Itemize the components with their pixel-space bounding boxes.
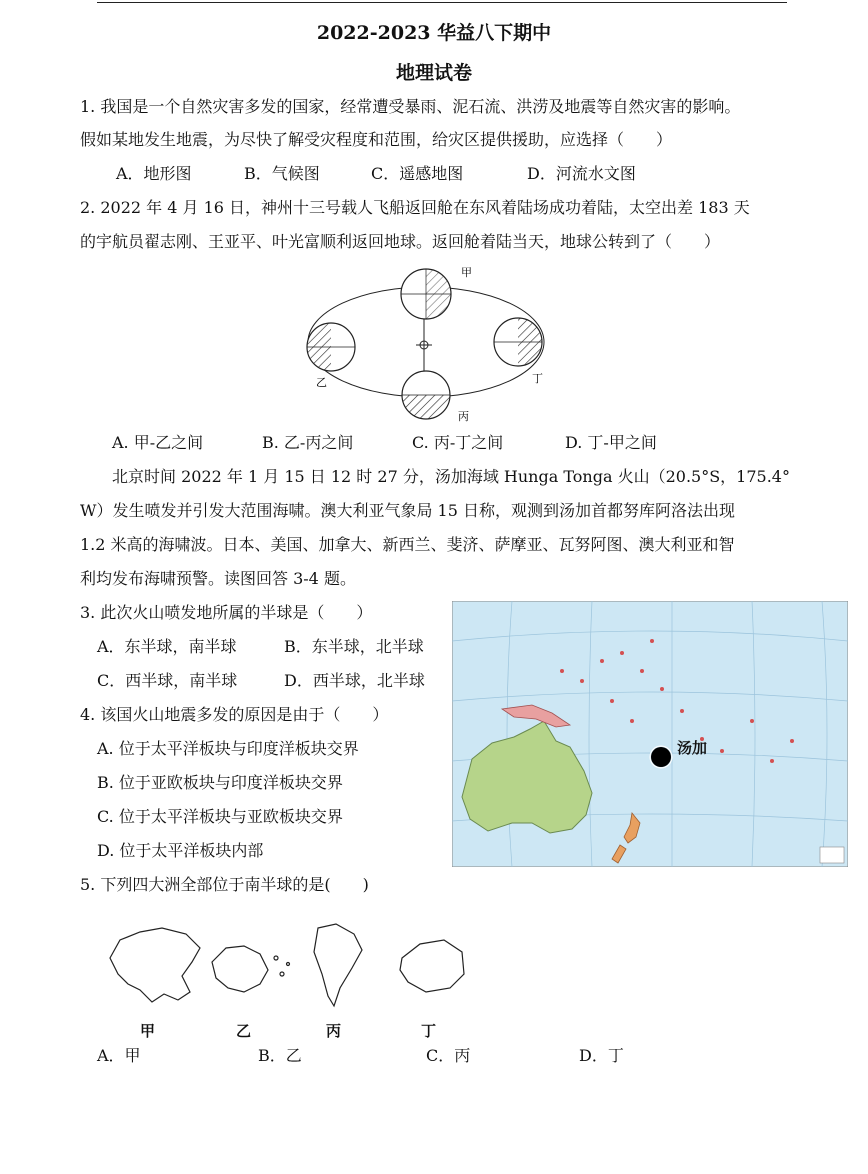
q5-option-b[interactable]: B．乙 [258,1046,302,1065]
earth-ding [494,318,542,366]
q5-option-c[interactable]: C．丙 [426,1046,471,1065]
orbit-label-ding: 丁 [532,372,543,385]
continent-ding-outline [400,940,464,992]
q4-option-b[interactable]: B. 位于亚欧板块与印度洋板块交界 [97,773,343,792]
pacific-map [452,601,848,867]
q1-stem-line1: 1. 我国是一个自然灾害多发的国家，经常遭受暴雨、泥石流、洪涝及地震等自然灾害的影响。 [80,97,741,116]
q3-option-b[interactable]: B．东半球，北半球 [284,637,424,656]
continent-label-ding: 丁 [421,1022,437,1040]
header-rule [97,2,787,3]
q5-option-a[interactable]: A．甲 [97,1046,141,1065]
q5-stem: 5. 下列四大洲全部位于南半球的是( ) [80,875,369,894]
passage-line2: W）发生喷发并引发大范围海啸。澳大利亚气象局 15 日称，观测到汤加首都努库阿洛法出现 [80,501,735,520]
q1-option-c[interactable]: C．遥感地图 [371,164,464,183]
orbit-label-bing: 丙 [458,410,469,422]
continent-label-bing: 丙 [326,1022,342,1040]
tonga-label: 汤加 [677,739,708,757]
exam-title: 2022-2023 华益八下期中 [316,22,552,44]
q1-stem-line2: 假如某地发生地震，为尽快了解受灾程度和范围，给灾区提供援助，应选择（ ） [80,130,673,149]
q4-option-d[interactable]: D. 位于太平洋板块内部 [97,841,264,860]
q1-option-a[interactable]: A．地形图 [116,164,192,183]
q2-option-a[interactable]: A. 甲-乙之间 [112,433,204,452]
q2-option-d[interactable]: D. 丁-甲之间 [565,433,657,452]
passage-line1: 北京时间 2022 年 1 月 15 日 12 时 27 分，汤加海域 Hunga Tonga 火山（20.5°S，175.4° [112,467,790,486]
q3-option-a[interactable]: A．东半球，南半球 [97,637,237,656]
q2-option-c[interactable]: C. 丙-丁之间 [412,433,504,452]
continent-label-yi: 乙 [236,1022,252,1040]
passage-line4: 利均发布海啸预警。读图回答 3-4 题。 [80,569,356,588]
passage-line3: 1.2 米高的海啸波。日本、美国、加拿大、新西兰、斐济、萨摩亚、瓦努阿图、澳大利亚和智 [80,535,735,554]
continent-yi-outline [212,946,268,992]
q2-stem-line2: 的宇航员翟志刚、王亚平、叶光富顺利返回地球。返回舱着陆当天，地球公转到了（ ） [80,232,721,251]
sun-icon [416,337,432,353]
orbit-label-jia: 甲 [461,266,472,279]
q3-option-c[interactable]: C．西半球，南半球 [97,671,238,690]
continent-outlines [100,918,470,1018]
q1-option-b[interactable]: B．气候图 [244,164,320,183]
earth-yi [307,323,355,371]
earth-orbit-diagram [296,262,566,422]
q3-option-d[interactable]: D．西半球，北半球 [284,671,425,690]
map-legend [820,847,844,863]
q1-option-d[interactable]: D．河流水文图 [527,164,636,183]
q3-stem: 3. 此次火山喷发地所属的半球是（ ） [80,603,373,622]
q5-option-d[interactable]: D．丁 [579,1046,624,1065]
earth-jia [401,269,451,319]
exam-subtitle: 地理试卷 [395,62,472,84]
q4-option-a[interactable]: A. 位于太平洋板块与印度洋板块交界 [97,739,359,758]
continent-bing-outline [314,924,362,1006]
orbit-label-yi: 乙 [316,376,327,389]
tonga-marker [651,747,671,767]
q4-option-c[interactable]: C. 位于太平洋板块与亚欧板块交界 [97,807,343,826]
q2-option-b[interactable]: B. 乙-丙之间 [262,433,354,452]
continent-jia-outline [110,928,200,1002]
q2-stem-line1: 2. 2022 年 4 月 16 日，神州十三号载人飞船返回舱在东风着陆场成功着陆，太空出差 183 天 [80,198,750,217]
q4-stem: 4. 该国火山地震多发的原因是由于（ ） [80,705,389,724]
earth-bing [402,371,450,419]
continent-label-jia: 甲 [140,1022,156,1040]
